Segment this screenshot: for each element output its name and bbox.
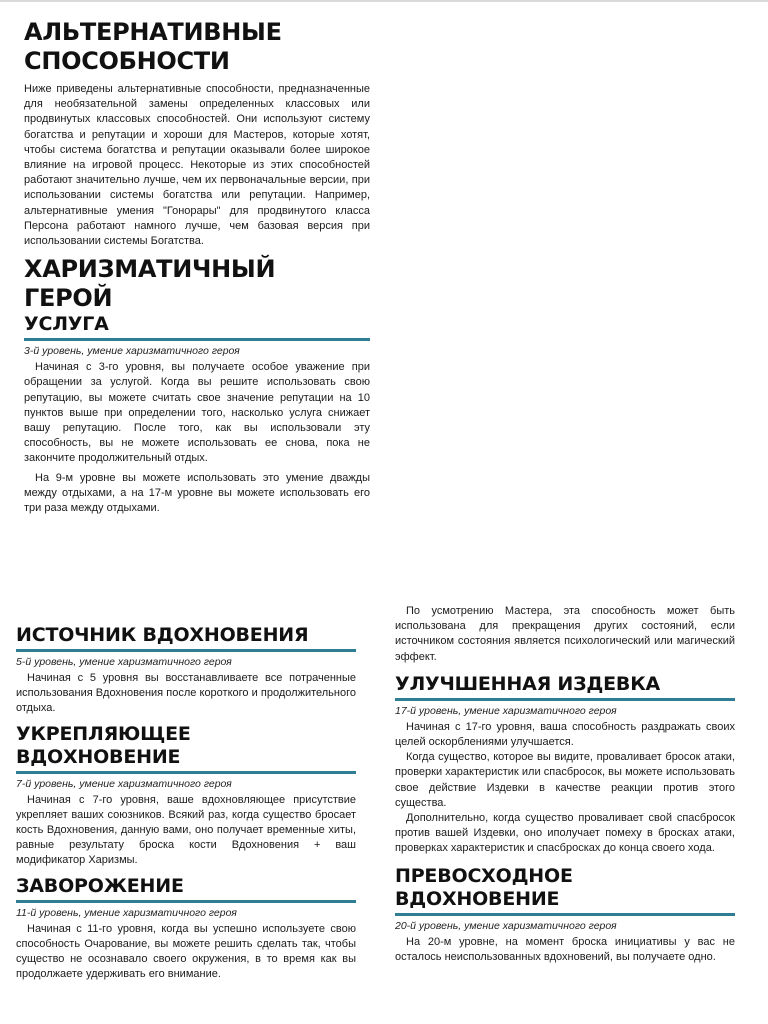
heading-improved-taunt: УЛУЧШЕННАЯ ИЗДЕВКА <box>395 673 735 701</box>
source-paragraph-1: Начиная с 5 уровня вы восстанавливаете все потраченные использования Вдохновения после короткого и продолжительного отдыха. <box>16 672 356 715</box>
subtitle-strengthening-inspiration: 7-й уровень, умение харизматичного героя <box>16 777 232 790</box>
charm-paragraph-1: Начиная с 11-го уровня, когда вы успешно используете свою способность Очарование, вы можете решить сделать так, чтобы существо не осознавало своего окружения, в то время как вы продолжаете удерживать его внимание. <box>16 922 356 981</box>
top-column <box>24 18 370 516</box>
continuation-paragraph: По усмотрению Мастера, эта способность может быть использована для прекращения других состояний, если источником состояния является психологический или магический эффект. <box>395 605 735 663</box>
right-column <box>395 604 735 965</box>
title-line: ХАРИЗМАТИЧНЫЙ <box>24 255 276 284</box>
superior-paragraph-1: На 20-м уровне, на момент броска инициативы у вас не осталось неиспользованных вдохновений, вы получаете одно. <box>395 935 735 963</box>
top-border-line <box>0 0 768 2</box>
title-line: АЛЬТЕРНАТИВНЫЕ <box>24 18 282 46</box>
heading-service: УСЛУГА <box>24 313 370 341</box>
heading-charm: ЗАВОРОЖЕНИЕ <box>16 875 356 903</box>
subtitle-improved-taunt: 17-й уровень, умение харизматичного героя <box>395 704 617 717</box>
heading-superior-inspiration <box>395 865 735 916</box>
service-paragraph-2: На 9-м уровне вы можете использовать это умение дважды между отдыхами, а на 17-м уровне вы можете использовать его три раза между отдыхами. <box>24 471 370 515</box>
subtitle-service: 3-й уровень, умение харизматичного героя <box>24 345 240 358</box>
taunt-paragraph-3: Дополнительно, когда существо проваливает свой спасбросок против вашей Издевки, оно иполучает помеху в бросках атаки, проверках характеристик и спасбросках до конца своего хода. <box>395 812 735 855</box>
heading-line: ВДОХНОВЕНИЕ <box>395 887 560 910</box>
service-paragraph-1: Начиная с 3-го уровня, вы получаете особое уважение при обращении за услугой. Когда вы решите использовать свою репутацию, вы можете считать свое значение репутации на 10 пунктов выше при определении того, насколько услуга снижает вашу репутацию. После того, как вы использовали эту способность, вы не можете использовать ее снова, пока не закончите продолжительный отдых. <box>24 361 370 465</box>
section-title-charismatic-hero <box>24 255 370 313</box>
strengthen-paragraph-1: Начиная с 7-го уровня, ваше вдохновляющее присутствие укрепляет ваших союзников. Всякий раз, когда существо бросает кость Вдохновения, данную вами, оно получает временные хиты, равные результату броска кости Вдохновения + ваш модификатор Харизмы. <box>16 793 356 867</box>
title-line: ГЕРОЙ <box>24 284 113 313</box>
taunt-paragraph-2: Когда существо, которое вы видите, проваливает бросок атаки, проверки характеристик или спасбросок, вы можете использовать свое действие Издевки в качестве реакции против этого существа. <box>395 751 735 809</box>
heading-strengthening-inspiration <box>16 723 356 774</box>
section-title-alternative-abilities <box>24 18 370 76</box>
left-column <box>16 624 356 982</box>
heading-line: ВДОХНОВЕНИЕ <box>16 745 181 768</box>
heading-line: ПРЕВОСХОДНОЕ <box>395 864 573 887</box>
intro-paragraph: Ниже приведены альтернативные способности, предназначенные для необязательной замены определенных классовых или продвинутых классовых способностей. Они используют систему богатства и репутации и хороши для Мастеров, которые хотят, чтобы система богатства и репутации оказывали более широкое влияние на игровой процесс. Некоторые из этих способностей работают значительно лучше, чем их первоначальные версии, при использовании системы богатства или репутации. Например, альтернативные умения "Гонорары" для продвинутого класса Персона работают намного лучше, чем базовая версия при использовании системы Богатства. <box>24 83 370 248</box>
subtitle-charm: 11-й уровень, умение харизматичного героя <box>16 906 237 919</box>
subtitle-source-of-inspiration: 5-й уровень, умение харизматичного героя <box>16 656 232 668</box>
taunt-paragraph-1: Начиная с 17-го уровня, ваша способность раздражать своих целей оскорблениями улучшается. <box>395 720 735 749</box>
subtitle-superior-inspiration: 20-й уровень, умение харизматичного героя <box>395 919 617 932</box>
title-line: СПОСОБНОСТИ <box>24 47 230 75</box>
heading-source-of-inspiration: ИСТОЧНИК ВДОХНОВЕНИЯ <box>16 624 356 652</box>
heading-line: УКРЕПЛЯЮЩЕЕ <box>16 722 191 745</box>
